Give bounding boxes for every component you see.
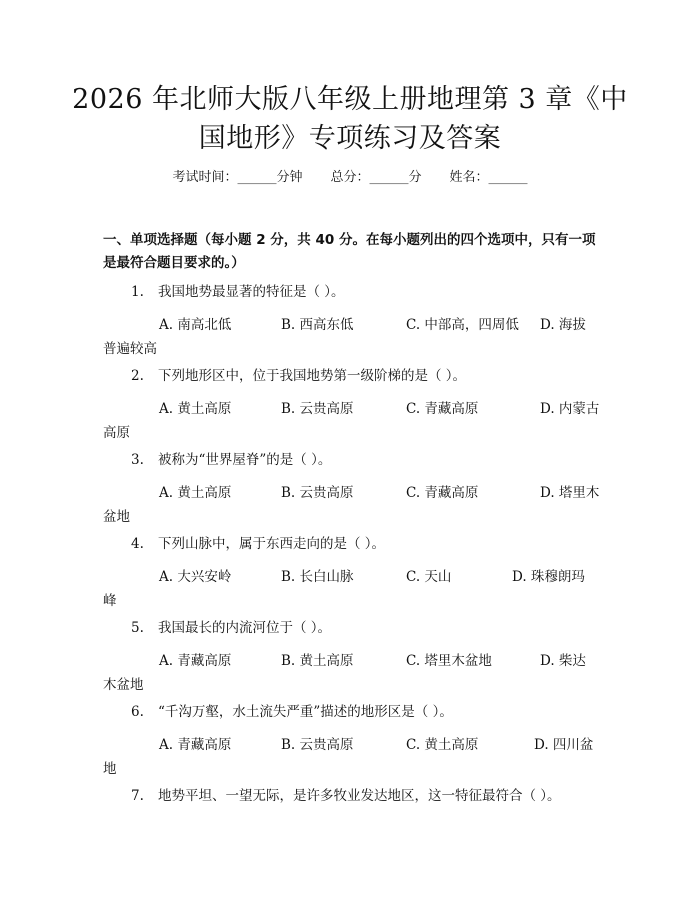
option-b: B. 黄土高原 — [281, 653, 354, 669]
question-5-stem — [131, 619, 611, 637]
option-a: A. 青藏高原 — [159, 737, 232, 753]
option-d-continued: 地 — [103, 761, 117, 777]
question-number: 1. — [131, 284, 144, 300]
option-d: D. 海拔 — [540, 317, 586, 333]
question-text: 下列地形区中，位于我国地势第一级阶梯的是（ ）。 — [158, 368, 467, 384]
option-d: D. 柴达 — [540, 653, 586, 669]
question-3-stem — [131, 451, 611, 469]
question-text: 地势平坦、一望无际，是许多牧业发达地区，这一特征最符合（ ）。 — [158, 788, 561, 804]
option-a: A. 黄土高原 — [159, 485, 232, 501]
document-title-line-2: 国地形》专项练习及答案 — [198, 123, 502, 154]
question-2-stem — [131, 367, 611, 385]
section-heading-line-2: 是最符合题目要求的。） — [103, 255, 245, 271]
option-b: B. 西高东低 — [281, 317, 354, 333]
question-4-options — [103, 568, 603, 610]
section-heading-line-1: 一、单项选择题（每小题 2 分，共 40 分。在每小题列出的四个选项中，只有一项 — [103, 232, 596, 248]
question-text: 被称为“世界屋脊”的是（ ）。 — [158, 452, 332, 468]
option-d-continued: 高原 — [103, 425, 130, 441]
option-b: B. 云贵高原 — [281, 737, 354, 753]
option-d: D. 四川盆 — [534, 737, 594, 753]
option-d: D. 塔里木 — [540, 485, 600, 501]
question-text: 下列山脉中，属于东西走向的是（ ）。 — [158, 536, 386, 552]
question-1-stem — [131, 283, 611, 301]
question-2-options — [103, 400, 603, 442]
question-4-stem — [131, 535, 611, 553]
option-c: C. 中部高，四周低 — [406, 317, 519, 333]
option-a: A. 黄土高原 — [159, 401, 232, 417]
question-3-options — [103, 484, 603, 526]
option-d: D. 珠穆朗玛 — [512, 569, 585, 585]
option-b: B. 云贵高原 — [281, 401, 354, 417]
question-number: 2. — [131, 368, 144, 384]
option-b: B. 云贵高原 — [281, 485, 354, 501]
question-1-options — [103, 316, 603, 358]
option-c: C. 黄土高原 — [406, 737, 479, 753]
exam-meta-row — [0, 169, 700, 187]
student-name-field: 姓名：______ — [449, 170, 528, 185]
question-number: 3. — [131, 452, 144, 468]
option-d-continued: 木盆地 — [103, 677, 144, 693]
total-score-field: 总分：______分 — [330, 170, 422, 185]
option-b: B. 长白山脉 — [281, 569, 354, 585]
option-c: C. 塔里木盆地 — [406, 653, 492, 669]
question-text: “千沟万壑，水土流失严重”描述的地形区是（ ）。 — [158, 704, 453, 720]
option-a: A. 大兴安岭 — [159, 569, 232, 585]
option-d-continued: 普遍较高 — [103, 341, 157, 357]
question-6-stem — [131, 703, 611, 721]
option-d: D. 内蒙古 — [540, 401, 600, 417]
question-number: 7. — [131, 788, 144, 804]
question-5-options — [103, 652, 603, 694]
question-7-stem — [131, 787, 611, 805]
option-c: C. 天山 — [406, 569, 452, 585]
option-a: A. 青藏高原 — [159, 653, 232, 669]
question-number: 5. — [131, 620, 144, 636]
question-text: 我国地势最显著的特征是（ ）。 — [158, 284, 345, 300]
section-heading — [103, 229, 603, 275]
question-6-options — [103, 736, 603, 778]
document-title-line-1: 2026 年北师大版八年级上册地理第 3 章《中 — [72, 84, 628, 115]
option-a: A. 南高北低 — [159, 317, 232, 333]
question-number: 4. — [131, 536, 144, 552]
option-d-continued: 盆地 — [103, 509, 130, 525]
option-d-continued: 峰 — [103, 593, 117, 609]
question-text: 我国最长的内流河位于（ ）。 — [158, 620, 332, 636]
exam-time-field: 考试时间：______分钟 — [172, 170, 303, 185]
option-c: C. 青藏高原 — [406, 401, 479, 417]
question-number: 6. — [131, 704, 144, 720]
option-c: C. 青藏高原 — [406, 485, 479, 501]
